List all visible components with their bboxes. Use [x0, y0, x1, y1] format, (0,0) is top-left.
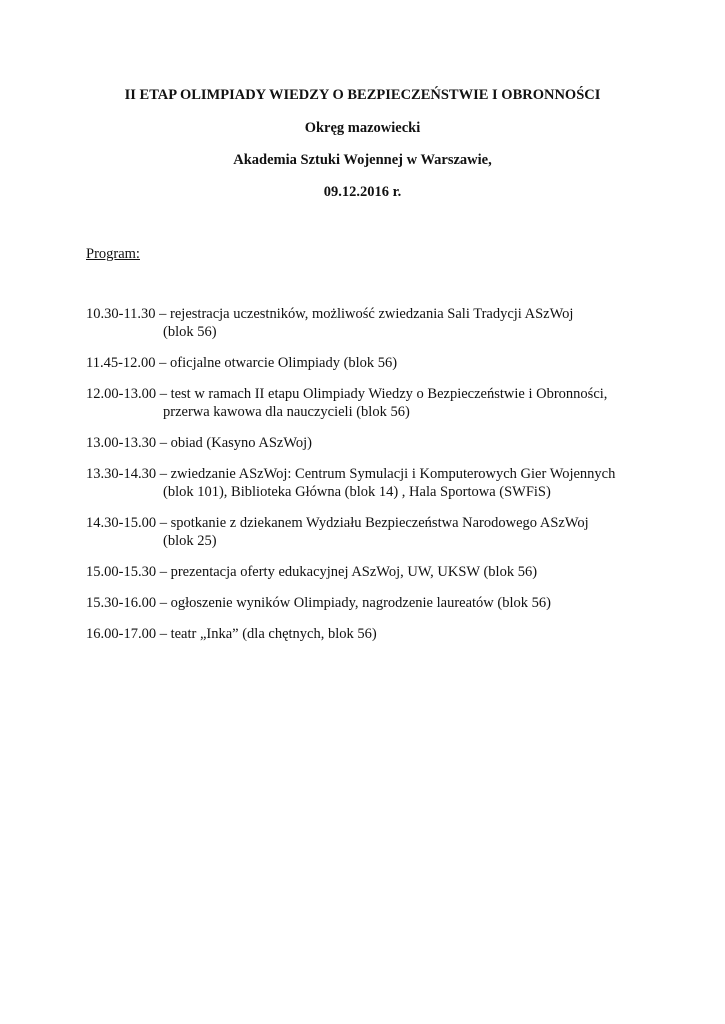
- schedule-entry: [86, 625, 646, 643]
- schedule-entry: [86, 514, 646, 550]
- schedule-entry: [86, 434, 646, 452]
- schedule-entry-continuation: (blok 56): [163, 324, 217, 340]
- schedule-list: [86, 305, 646, 656]
- schedule-entry-continuation: (blok 25): [163, 533, 217, 549]
- schedule-entry: [86, 385, 646, 421]
- schedule-entry-text: 13.00-13.30 – obiad (Kasyno ASzWoj): [86, 435, 312, 451]
- district-heading: Okręg mazowiecki: [304, 120, 421, 136]
- schedule-entry-text: 13.30-14.30 – zwiedzanie ASzWoj: Centrum Symulacji i Komputerowych Gier Wojennych: [86, 466, 616, 482]
- schedule-entry: [86, 354, 646, 372]
- venue-heading: Akademia Sztuki Wojennej w Warszawie,: [233, 152, 492, 168]
- schedule-entry-continuation: (blok 101), Biblioteka Główna (blok 14) , Hala Sportowa (SWFiS): [163, 484, 551, 500]
- schedule-entry-text: 15.30-16.00 – ogłoszenie wyników Olimpiady, nagrodzenie laureatów (blok 56): [86, 595, 551, 611]
- schedule-entry: [86, 305, 646, 341]
- document-title: II ETAP OLIMPIADY WIEDZY O BEZPIECZEŃSTWIE I OBRONNOŚCI: [124, 87, 601, 103]
- schedule-entry-text: 16.00-17.00 – teatr „Inka” (dla chętnych, blok 56): [86, 626, 377, 642]
- schedule-entry: [86, 563, 646, 581]
- schedule-entry-text: 12.00-13.00 – test w ramach II etapu Olimpiady Wiedzy o Bezpieczeństwie i Obronności,: [86, 386, 608, 402]
- schedule-entry-text: 10.30-11.30 – rejestracja uczestników, możliwość zwiedzania Sali Tradycji ASzWoj: [86, 306, 574, 322]
- schedule-entry: [86, 465, 646, 501]
- program-label: Program:: [86, 246, 140, 262]
- date-heading: 09.12.2016 r.: [323, 184, 402, 200]
- schedule-entry-text: 15.00-15.30 – prezentacja oferty edukacyjnej ASzWoj, UW, UKSW (blok 56): [86, 564, 538, 580]
- schedule-entry-text: 11.45-12.00 – oficjalne otwarcie Olimpiady (blok 56): [86, 355, 398, 371]
- schedule-entry-text: 14.30-15.00 – spotkanie z dziekanem Wydziału Bezpieczeństwa Narodowego ASzWoj: [86, 515, 589, 531]
- schedule-entry: [86, 594, 646, 612]
- schedule-entry-continuation: przerwa kawowa dla nauczycieli (blok 56): [163, 404, 410, 420]
